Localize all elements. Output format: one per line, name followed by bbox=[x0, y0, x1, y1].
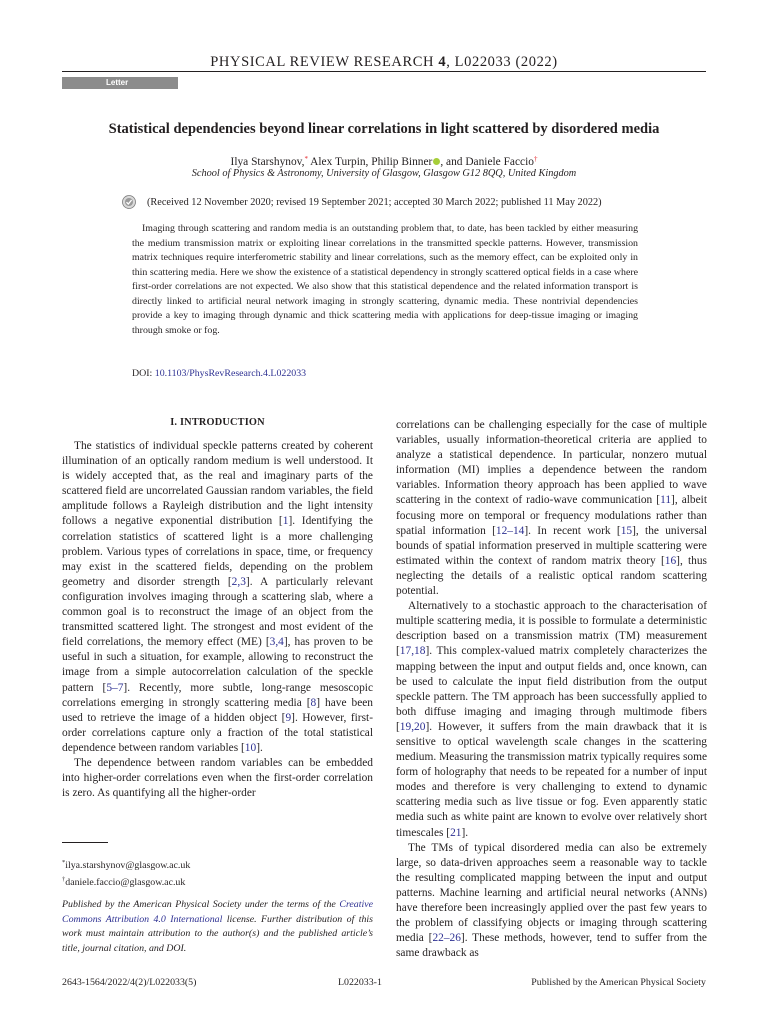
journal-volume: 4 bbox=[438, 54, 447, 70]
citation-link[interactable]: 16 bbox=[664, 554, 677, 567]
author-starshynov[interactable]: Ilya Starshynov, bbox=[230, 156, 305, 168]
check-for-updates-icon[interactable] bbox=[122, 195, 136, 209]
page-footer bbox=[62, 976, 706, 990]
doi-line bbox=[132, 367, 638, 381]
header-rule bbox=[62, 71, 706, 72]
email-link[interactable]: daniele.faccio@glasgow.ac.uk bbox=[65, 877, 186, 888]
email-link[interactable]: ilya.starshynov@glasgow.ac.uk bbox=[65, 860, 191, 871]
doi-label: DOI: bbox=[132, 368, 155, 379]
corresponding-mark-2[interactable]: † bbox=[533, 155, 538, 163]
paragraph: correlations can be challenging especially for the case of multiple variables, usually information-theoretical criteria are applied to analyze a statistical dependence. In particular, nonzero mutual information (MI) implies a dependence between the random variables. Information theory approach has been applied to wave scattering in the context of radio-wave communication [11], albeit focusing more on temporal or frequency modulations rather than spatial information [12–14]. In recent work [15], the universal bounds of spatial information preserved in multiple scattering were estimated within the context of random matrix theory [16], thus neglecting the details of a realistic optical random scattering potential. bbox=[396, 419, 707, 598]
paragraph: Alternatively to a stochastic approach to the characterisation of multiple scattering media, it is possible to formulate a deterministic description based on a transmission matrix (TM) measurement [17,18]. This complex-valued matrix completely characterizes the mapping between the input and output fields and, once known, can be used to calculate the input field distribution from the output speckle pattern. The TM approach has been successfully applied to both diffuse imaging and imaging through multimode fibers [19,20]. However, it suffers from the main drawback that it is sensitive to optical wavelength scale changes in the scattering medium. Measuring the transmission matrix typically requires some form of holography that needs to be repeated for a number of input modes and therefore is very challenging to extend to dynamic scattering media such as live tissue or fog. Even apparently static media such as white paint are known to evolve over relatively short timescales [21]. bbox=[396, 600, 707, 839]
page-number: L022033-1 bbox=[338, 977, 382, 988]
publication-dates: (Received 12 November 2020; revised 19 September 2021; accepted 30 March 2022; published 11 May 2022) bbox=[147, 197, 602, 208]
paragraph: The dependence between random variables can be embedded into higher-order correlations even when the first-order correlation is zero. As quantifying all the higher-order bbox=[62, 756, 373, 800]
footer-issn: 2643-1564/2022/4(2)/L022033(5) bbox=[62, 977, 197, 988]
citation-link[interactable]: 17,18 bbox=[399, 645, 426, 658]
journal-citation: , L022033 (2022) bbox=[446, 54, 558, 70]
citation-link[interactable]: 9 bbox=[285, 711, 292, 724]
paragraph: The TMs of typical disordered media can also be extremely large, so data-driven approaches seem a reasonable way to tackle the resulting complicated mapping between the input and output patterns. Machine learning and artificial neural networks (ANNs) have therefore been increasingly applied over the past few years to the problem of classifying objects or imaging through scattering media [22–26]. These methods, however, tend to suffer from the same drawback as bbox=[396, 841, 707, 960]
citation-link[interactable]: 10 bbox=[244, 741, 257, 754]
citation-link[interactable]: 22–26 bbox=[432, 932, 461, 945]
footnote-rule bbox=[62, 842, 108, 843]
article-title: Statistical dependencies beyond linear correlations in light scattered by disordered media bbox=[108, 121, 660, 137]
paragraph: The statistics of individual speckle patterns created by coherent illumination of an optically random medium is well understood. It is widely accepted that, as the real and imaginary parts of the scattered field are uncorrelated Gaussian random variables, the field amplitude follows a Rayleigh distribution and the light intensity follows a negative exponential distribution [1]. Identifying the correlation statistics of scattered light is a more challenging problem. Various types of correlations in space, time, or frequency may exist in the scattered fields, depending on the problem geometry and disorder strength [2,3]. A particularly relevant configuration involves imaging through a scattering slab, where a common goal is to reconstruct the image of an object from the transmitted scattered light. The strongest and most evident of the field correlations, the memory effect (ME) [3,4], has proven to be useful in such a situation, for example, allowing to reconstruct the image from a simple autocorrelation calculation of the speckle pattern [5–7]. Recently, more subtle, long-range mesoscopic correlations emerging in strongly scattering media [8] have been used to retrieve the image of a hidden object [9]. However, first-order correlations capture only a fraction of the total statistical dependence between random variables [10]. bbox=[62, 440, 374, 754]
footnote: *ilya.starshynov@glasgow.ac.uk bbox=[62, 859, 191, 871]
letter-badge: Letter bbox=[62, 77, 178, 89]
corresponding-mark-1[interactable]: * bbox=[304, 155, 308, 163]
author-faccio[interactable]: , and Daniele Faccio bbox=[440, 156, 534, 168]
citation-link[interactable]: 21 bbox=[450, 826, 462, 839]
citation-link[interactable]: 3,4 bbox=[269, 636, 284, 649]
journal-name: PHYSICAL REVIEW RESEARCH bbox=[210, 54, 439, 70]
footnotes bbox=[62, 856, 373, 890]
affiliation: School of Physics & Astronomy, University of Glasgow, Glasgow G12 8QQ, United Kingdom bbox=[191, 168, 577, 179]
license-notice: Published by the American Physical Society under the terms of the Creative Commons Attribution 4.0 International license. Further distribution of this work must maintain attribution to the author(s) and the published article’s title, journal citation, and DOI. bbox=[62, 899, 373, 954]
abstract: Imaging through scattering and random media is an outstanding problem that, to date, has been tackled by either measuring the medium transmission matrix or exploiting linear correlations in the transmitted speckle patterns. However, transmission matrix techniques require interferometric stability and linear correlations, such as the memory effect, can be exploited only in thin scattering media. Here we show the existence of a statistical dependency in strongly scattered optical fields in a case where first-order correlations are not expected. We also show that this statistical dependence and the related information transport is directly linked to artificial neural network imaging in strongly scattering, dynamic media. These nontrivial dependencies provide a key to imaging through dynamic and thick scattering media with applications for deep-tissue imaging or imaging through smoke or fog. bbox=[132, 223, 638, 336]
journal-header bbox=[62, 54, 706, 70]
citation-link[interactable]: 15 bbox=[620, 524, 633, 537]
right-column bbox=[396, 418, 707, 961]
citation-link[interactable]: 2,3 bbox=[231, 575, 246, 588]
citation-link[interactable]: 12–14 bbox=[495, 524, 525, 537]
citation-link[interactable]: 8 bbox=[310, 696, 317, 709]
footer-publisher: Published by the American Physical Society bbox=[531, 977, 706, 988]
footnote: †daniele.faccio@glasgow.ac.uk bbox=[62, 876, 186, 888]
left-column bbox=[62, 416, 373, 801]
citation-link[interactable]: 1 bbox=[282, 515, 289, 528]
section-heading: I. INTRODUCTION bbox=[170, 417, 265, 428]
author-turpin-binner[interactable]: Alex Turpin, Philip Binner bbox=[307, 156, 433, 168]
citation-link[interactable]: 11 bbox=[660, 494, 672, 507]
license-link[interactable]: Creative Commons Attribution 4.0 International bbox=[62, 899, 373, 925]
doi-link[interactable]: 10.1103/PhysRevResearch.4.L022033 bbox=[154, 368, 307, 379]
citation-link[interactable]: 5–7 bbox=[106, 681, 124, 694]
citation-link[interactable]: 19,20 bbox=[399, 720, 426, 733]
